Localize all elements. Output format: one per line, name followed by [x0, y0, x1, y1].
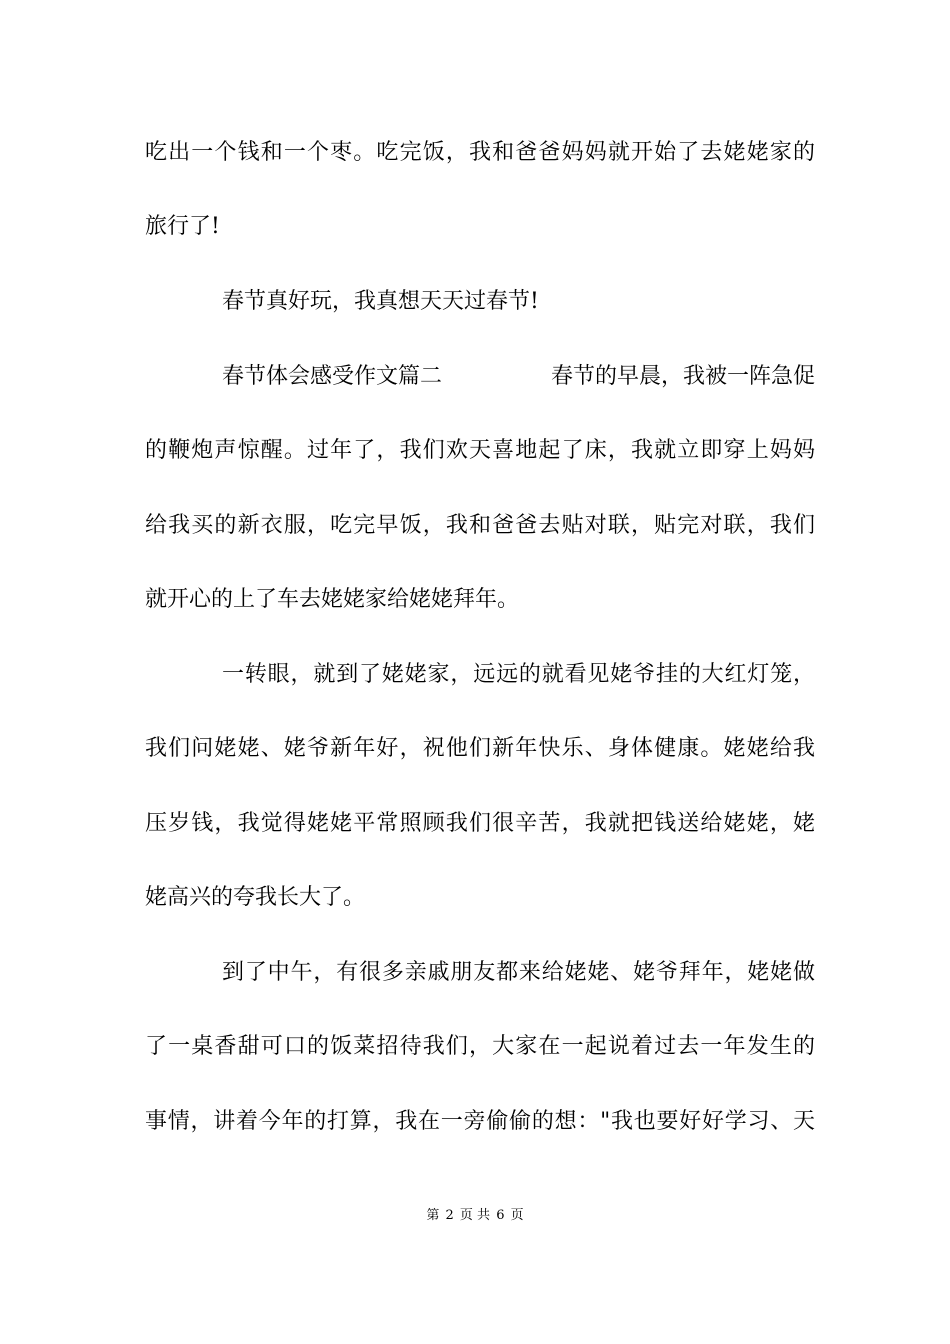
footer-mid: 页 共 — [459, 1208, 491, 1223]
text-line-14: 事情，讲着今年的打算，我在一旁偷偷的想："我也要好好学习、天 — [145, 1109, 815, 1134]
footer-prefix: 第 — [426, 1208, 440, 1223]
section-heading: 春节体会感受作文篇二 — [222, 364, 443, 389]
text-line-1: 吃出一个钱和一个枣。吃完饭，我和爸爸妈妈就开始了去姥姥家的 — [145, 140, 815, 165]
text-line-2: 旅行了! — [145, 214, 220, 239]
text-line-8: 一转眼，就到了姥姥家，远远的就看见姥爷挂的大红灯笼， — [222, 662, 815, 687]
text-line-13: 了一桌香甜可口的饭菜招待我们，大家在一起说着过去一年发生的 — [145, 1034, 815, 1059]
footer-total-pages: 6 — [496, 1208, 505, 1223]
footer-current-page: 2 — [445, 1208, 454, 1223]
text-line-5: 的鞭炮声惊醒。过年了，我们欢天喜地起了床，我就立即穿上妈妈 — [145, 438, 815, 463]
text-line-11: 姥高兴的夸我长大了。 — [145, 885, 366, 910]
text-line-7: 就开心的上了车去姥姥家给姥姥拜年。 — [145, 587, 520, 612]
text-line-6: 给我买的新衣服，吃完早饭，我和爸爸去贴对联，贴完对联，我们 — [145, 513, 815, 538]
page-footer — [0, 1206, 950, 1226]
footer-suffix: 页 — [510, 1208, 524, 1223]
text-line-3: 春节真好玩，我真想天天过春节! — [222, 289, 539, 314]
section-heading-line — [222, 362, 815, 392]
paragraph-start: 春节的早晨，我被一阵急促 — [550, 364, 815, 389]
text-line-12: 到了中午，有很多亲戚朋友都来给姥姥、姥爷拜年，姥姥做 — [222, 960, 815, 985]
text-line-10: 压岁钱，我觉得姥姥平常照顾我们很辛苦，我就把钱送给姥姥，姥 — [145, 811, 815, 836]
text-line-9: 我们问姥姥、姥爷新年好，祝他们新年快乐、身体健康。姥姥给我 — [145, 736, 815, 761]
